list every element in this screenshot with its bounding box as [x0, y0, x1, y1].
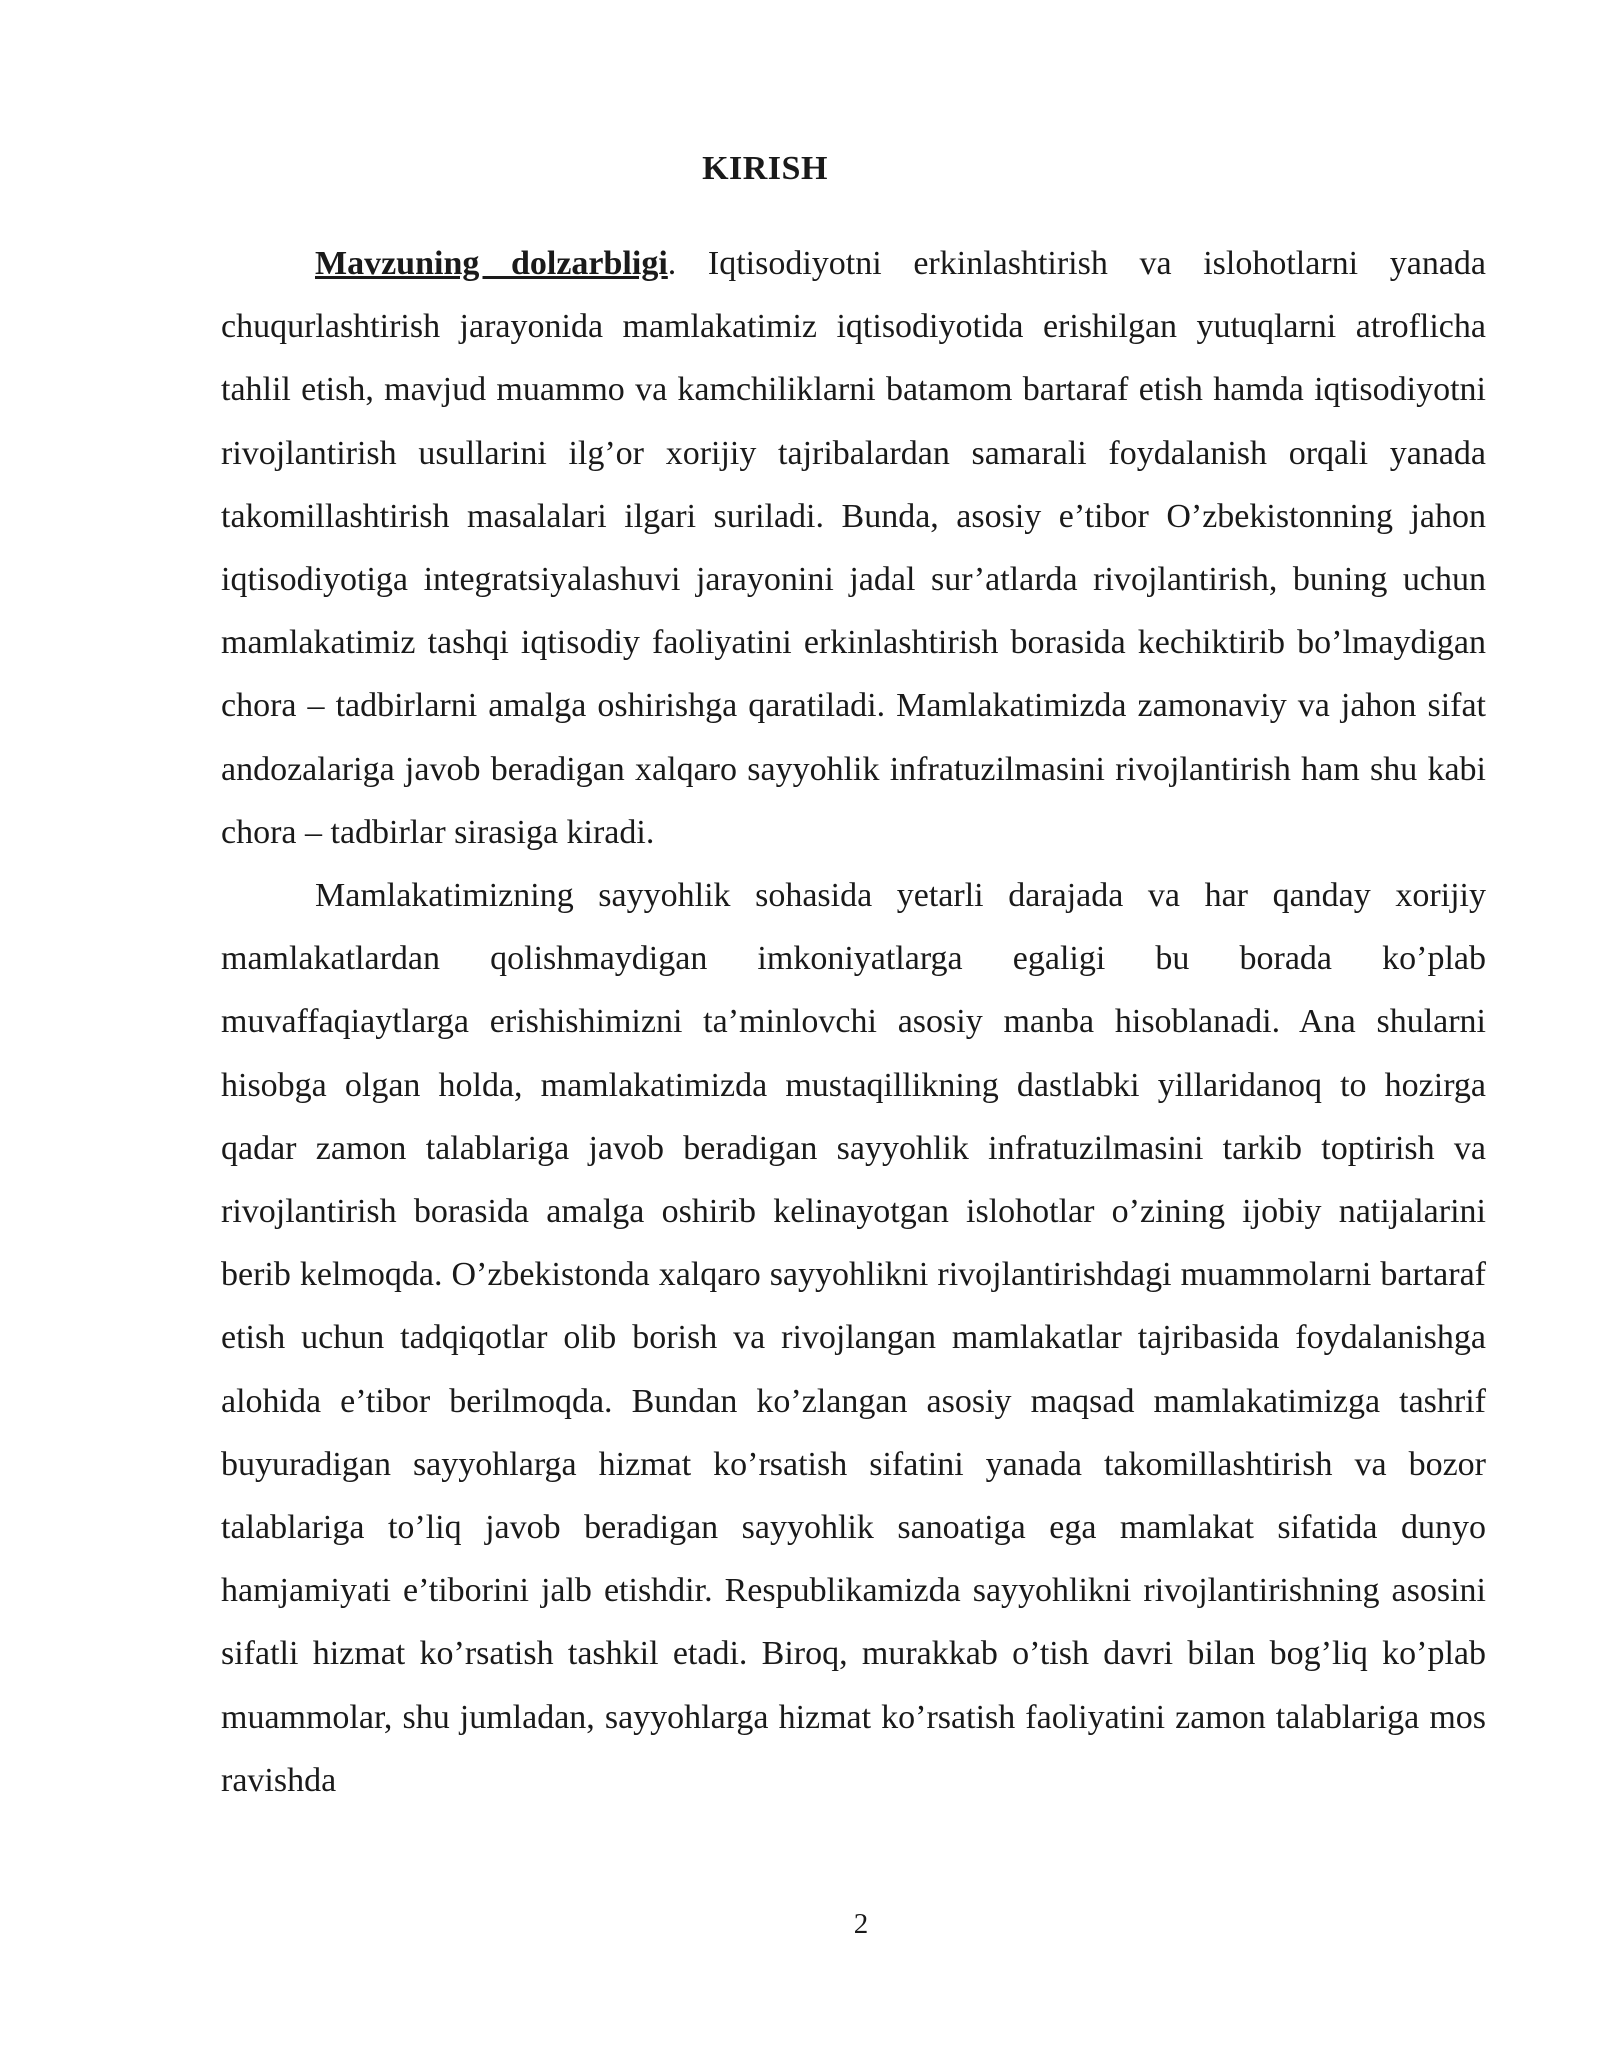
paragraph-relevance-text: . Iqtisodiyotni erkinlashtirish va islohotlarni yanada chuqurlashtirish jarayonida mamlakatimiz iqtisodiyotida erishilgan yutuqlarni atroflicha tahlil etish, mavjud muammo va kamchiliklarni batamom bartaraf etish hamda iqtisodiyotni rivojlantirish usullarini ilg’or xorijiy tajribalardan samarali foydalanish orqali yanada takomillashtirish masalalari ilgari suriladi. Bunda, asosiy e’tibor O’zbekistonning jahon iqtisodiyotiga integratsiyalashuvi jarayonini jadal sur’atlarda rivojlantirish, buning uchun mamlakatimiz tashqi iqtisodiy faoliyatini erkinlashtirish borasida kechiktirib bo’lmaydigan chora – tadbirlarni amalga oshirishga qaratiladi. Mamlakatimizda zamonaviy va jahon sifat andozalariga javob beradigan xalqaro sayyohlik infratuzilmasini rivojlantirish ham shu kabi chora – tadbirlar sirasiga kiradi.	[221, 245, 1487, 851]
paragraph-tourism: Mamlakatimizning sayyohlik sohasida yetarli darajada va har qanday xorijiy mamlakatlardan qolishmaydigan imkoniyatlarga egaligi bu borada ko’plab muvaffaqiaytlarga erishishimizni ta’minlovchi asosiy manba hisoblanadi. Ana shularni hisobga olgan holda, mamlakatimizda mustaqillikning dastlabki yillaridanoq to hozirga qadar zamon talablariga javob beradigan sayyohlik infratuzilmasini tarkib toptirish va rivojlantirish borasida amalga oshirib kelinayotgan islohotlar o’zining ijobiy natijalarini berib kelmoqda. O’zbekistonda xalqaro sayyohlikni rivojlantirishdagi muammolarni bartaraf etish uchun tadqiqotlar olib borish va rivojlangan mamlakatlar tajribasida foydalanishga alohida e’tibor berilmoqda. Bundan ko’zlangan asosiy maqsad mamlakatimizga tashrif buyuradigan sayyohlarga hizmat ko’rsatish sifatini yanada takomillashtirish va bozor talablariga to’liq javob beradigan sayyohlik sanoatiga ega mamlakat sifatida dunyo hamjamiyati e’tiborini jalb etishdir. Respublikamizda sayyohlikni rivojlantirishning asosini sifatli hizmat ko’rsatish tashkil etadi. Biroq, murakkab o’tish davri bilan bog’liq ko’plab muammolar, shu jumladan, sayyohlarga hizmat ko’rsatish faoliyatini zamon talablariga mos ravishda	[221, 877, 1486, 1799]
page-number: 2	[853, 1908, 869, 1940]
section-lead-heading: Mavzuning dolzarbligi	[315, 245, 668, 282]
paragraph-relevance	[221, 232, 1486, 864]
page-title: KIRISH	[702, 150, 828, 187]
document-body	[221, 232, 1486, 1812]
